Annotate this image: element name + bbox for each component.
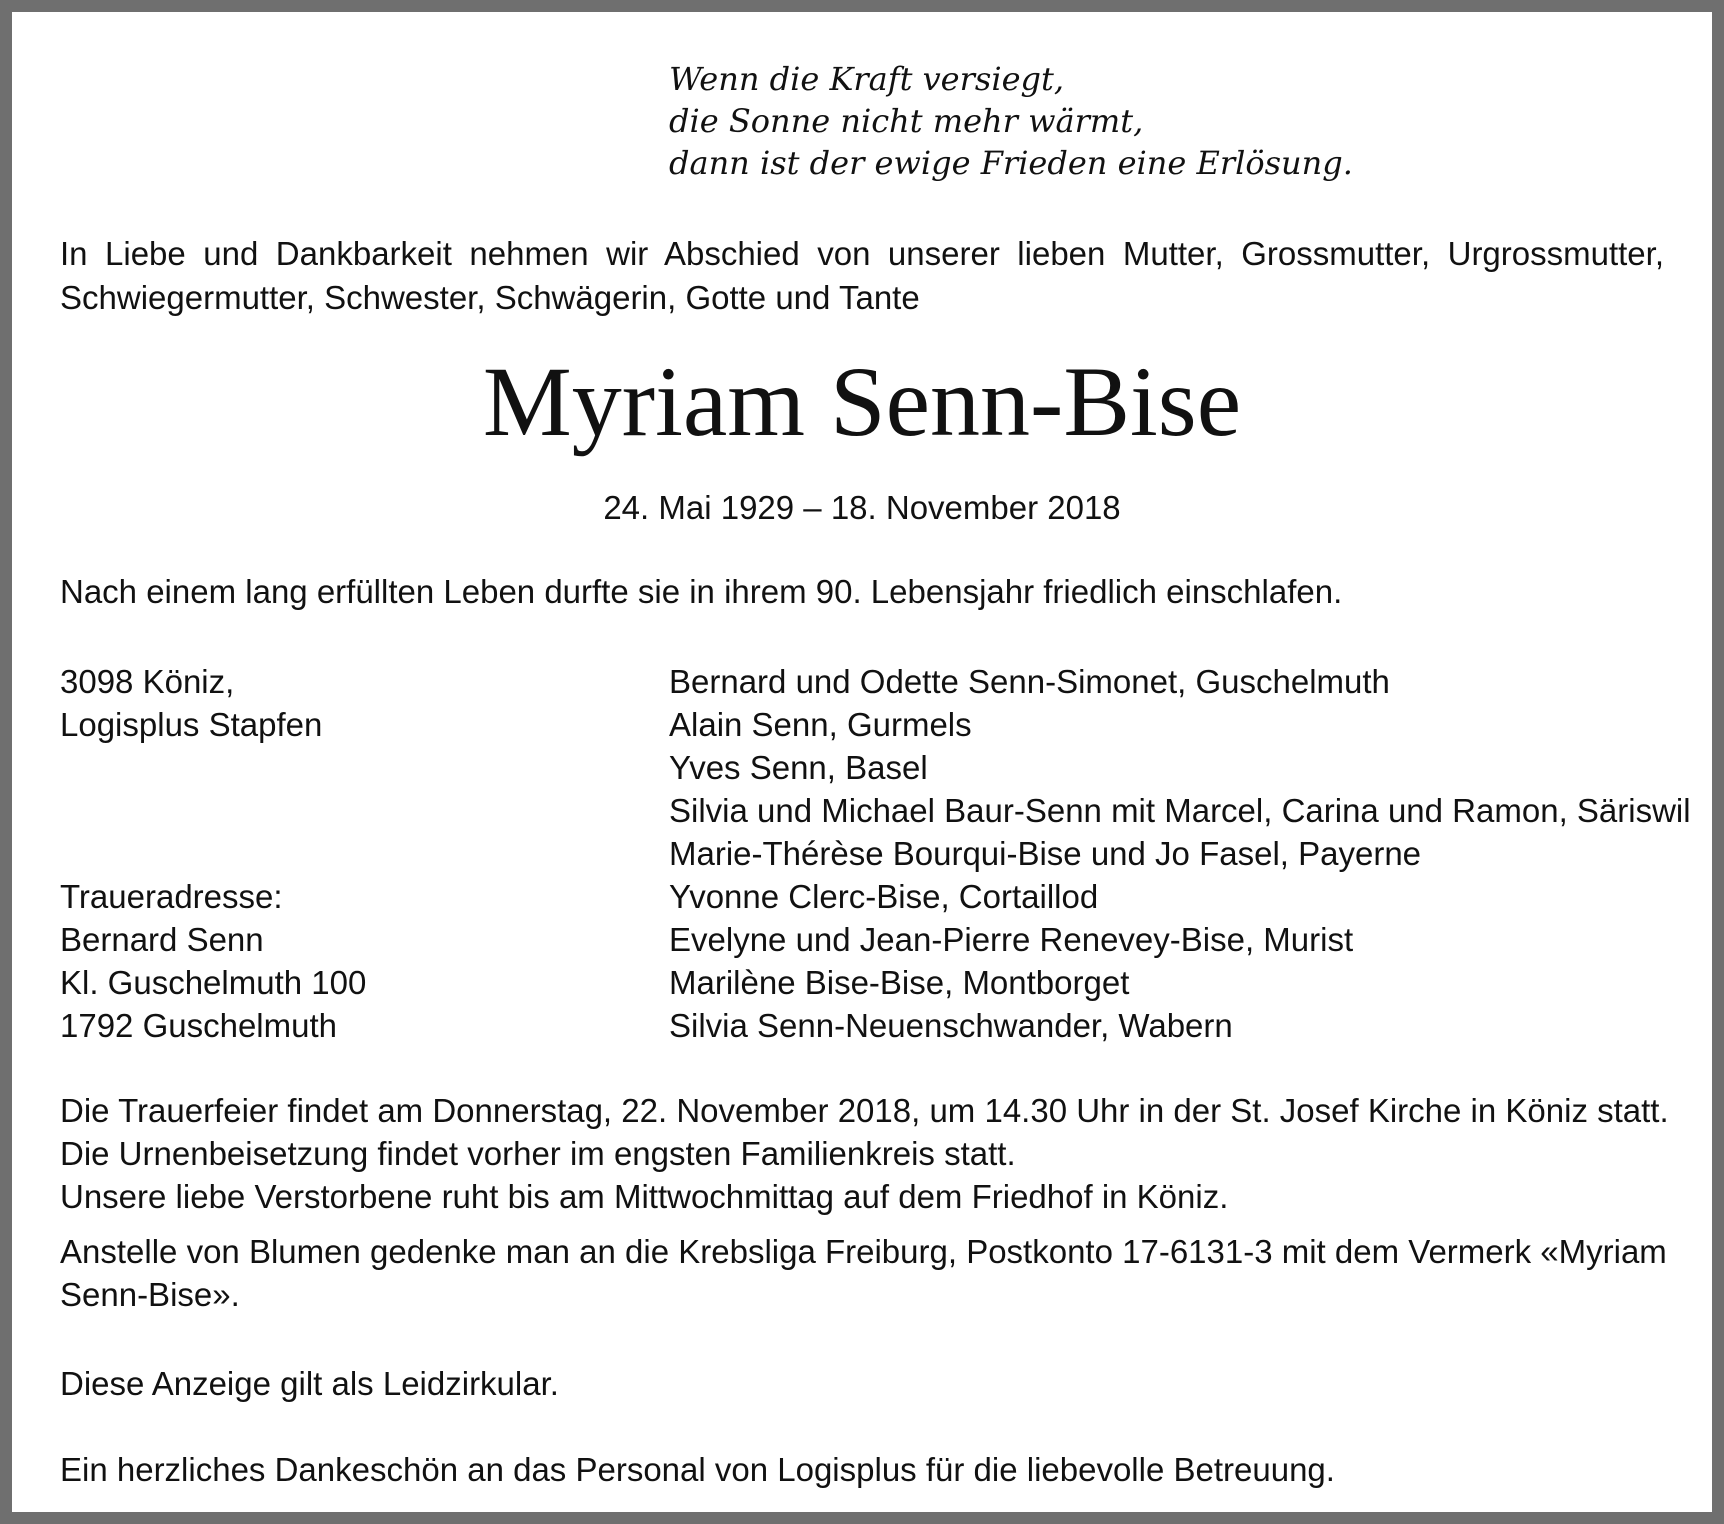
deceased-name: Myriam Senn-Bise: [482, 346, 1242, 457]
motto-line: Wenn die Kraft versiegt,: [669, 60, 1065, 98]
ceremony-line: Die Urnenbeisetzung findet vorher im engsten Familienkreis statt.: [60, 1135, 1016, 1172]
motto-line: dann ist der ewige Frieden eine Erlösung.: [669, 144, 1353, 182]
relative-entry: Marilène Bise-Bise, Montborget: [669, 964, 1130, 1001]
ceremony-line: Die Trauerfeier findet am Donnerstag, 22. November 2018, um 14.30 Uhr in der St. Josef Kirche in Köniz statt.: [60, 1092, 1669, 1129]
ceremony-line: Unsere liebe Verstorbene ruht bis am Mittwochmittag auf dem Friedhof in Köniz.: [60, 1178, 1229, 1215]
intro-line: In Liebe und Dankbarkeit nehmen wir Abschied von unserer lieben Mutter, Grossmutter, Urgrossmutter,: [60, 235, 1664, 272]
life-dates: 24. Mai 1929 – 18. November 2018: [603, 489, 1121, 526]
circular-note: [60, 1362, 559, 1405]
donation-line: Senn-Bise».: [60, 1276, 240, 1313]
mourning-address-line: Bernard Senn: [60, 921, 264, 958]
motto-verse: [669, 58, 1353, 184]
donation-line: Anstelle von Blumen gedenke man an die Krebsliga Freiburg, Postkonto 17-6131-3 mit dem Vermerk «Myriam: [60, 1233, 1667, 1270]
circular-note-text: Diese Anzeige gilt als Leidzirkular.: [60, 1365, 559, 1402]
relatives-list: [669, 660, 1691, 1047]
mourning-address-line: 1792 Guschelmuth: [60, 1007, 338, 1044]
residence-line: 3098 Köniz,: [60, 663, 235, 700]
motto-line: die Sonne nicht mehr wärmt,: [669, 102, 1144, 140]
mourning-address-heading: Traueradresse:: [60, 878, 283, 915]
life-note-text: Nach einem lang erfüllten Leben durfte sie in ihrem 90. Lebensjahr friedlich einschlafen.: [60, 573, 1343, 610]
thanks-note: [60, 1448, 1335, 1491]
donation-info: [60, 1230, 1667, 1316]
thanks-note-text: Ein herzliches Dankeschön an das Personal von Logisplus für die liebevolle Betreuung.: [60, 1451, 1335, 1488]
relative-entry: Bernard und Odette Senn-Simonet, Guschelmuth: [669, 663, 1390, 700]
relative-entry: Evelyne und Jean-Pierre Renevey-Bise, Murist: [669, 921, 1354, 958]
mourning-address-block: [60, 875, 366, 1047]
relative-entry: Marie-Thérèse Bourqui-Bise und Jo Fasel, Payerne: [669, 835, 1422, 872]
intro-paragraph: [60, 232, 1664, 320]
life-note: [60, 570, 1342, 613]
ceremony-info: [60, 1089, 1669, 1218]
obituary-card: [12, 12, 1712, 1512]
intro-line: Schwiegermutter, Schwester, Schwägerin, Gotte und Tante: [60, 279, 920, 316]
relative-entry: Silvia und Michael Baur-Senn mit Marcel, Carina und Ramon, Säriswil: [669, 792, 1691, 829]
relative-entry: Silvia Senn-Neuenschwander, Wabern: [669, 1007, 1233, 1044]
relative-entry: Alain Senn, Gurmels: [669, 706, 972, 743]
mourning-address-line: Kl. Guschelmuth 100: [60, 964, 367, 1001]
relative-entry: Yvonne Clerc-Bise, Cortaillod: [669, 878, 1099, 915]
residence-block: [60, 660, 322, 746]
relative-entry: Yves Senn, Basel: [669, 749, 928, 786]
residence-line: Logisplus Stapfen: [60, 706, 323, 743]
